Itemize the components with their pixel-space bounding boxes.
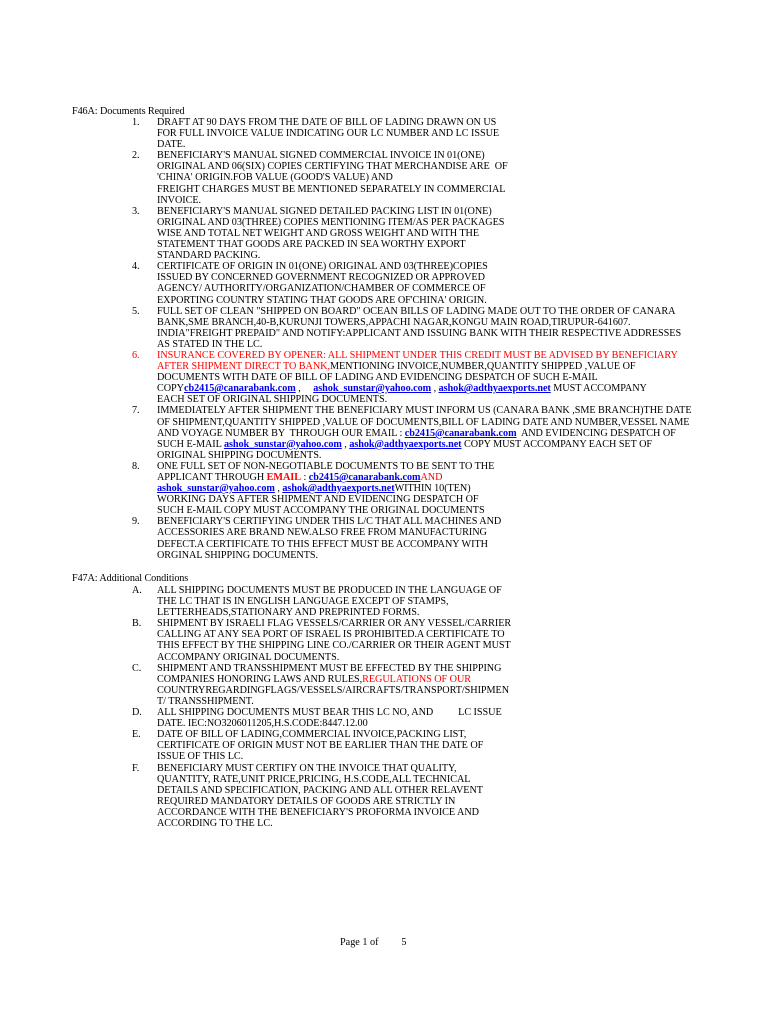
text-segment: ORIGINAL AND 06(SIX) COPIES CERTIFYING THAT MERCHANDISE ARE OF [157, 161, 508, 173]
text-segment: AND EVIDENCING DESPATCH OF [516, 427, 676, 439]
item-line [157, 607, 729, 618]
email-link[interactable]: cb2415@canarabank.com [308, 472, 421, 483]
section-heading-documents-required: F46A: Documents Required [72, 106, 185, 117]
item-line [157, 172, 729, 183]
item-number: 2. [132, 150, 140, 162]
text-segment: STANDARD PACKING. [157, 250, 261, 262]
text-segment: AND VOYAGE NUMBER BY THROUGH OUR EMAIL : [157, 427, 405, 439]
item-line [157, 405, 729, 416]
item-line [157, 707, 729, 718]
item-line [157, 640, 729, 651]
item-line [157, 807, 729, 818]
item-line [157, 150, 729, 161]
list-item [129, 117, 729, 150]
item-line [157, 250, 729, 261]
text-segment: REQUIRED MANDATORY DETAILS OF GOODS ARE STRICTLY IN [157, 795, 456, 807]
item-line [157, 339, 729, 350]
item-line [157, 184, 729, 195]
page-label: Page [340, 937, 363, 948]
list-item [129, 405, 729, 460]
item-line [157, 774, 729, 785]
text-segment: FOR FULL INVOICE VALUE INDICATING OUR LC NUMBER AND LC ISSUE [157, 128, 500, 140]
item-line [157, 450, 729, 461]
text-segment: ORIGINAL SHIPPING DOCUMENTS. [157, 449, 322, 461]
text-segment: SHIPMENT BY ISRAELI FLAG VESSELS/CARRIER OR ANY VESSEL/CARRIER [157, 618, 512, 630]
text-segment: EACH SET OF ORIGINAL SHIPPING DOCUMENTS. [157, 394, 388, 406]
item-line [157, 763, 729, 774]
item-number: 1. [132, 117, 140, 128]
item-line [157, 718, 729, 729]
text-segment: COPY [157, 383, 184, 395]
item-line [157, 505, 729, 516]
page-total: 5 [401, 937, 407, 948]
item-line [157, 206, 729, 217]
item-line [157, 527, 729, 538]
email-link[interactable]: ashok_sunstar@yahoo.com [223, 438, 342, 450]
text-segment: CALLING AT ANY SEA PORT OF ISRAEL IS PROHIBITED.A CERTIFICATE TO [157, 629, 505, 641]
item-line [157, 439, 729, 450]
page-footer [340, 937, 407, 948]
item-number: D. [132, 707, 142, 719]
text-segment: WITHIN 10(TEN) [394, 483, 471, 495]
list-item [129, 350, 729, 405]
text-segment: SUCH E-MAIL [157, 438, 224, 450]
text-segment: ONE FULL SET OF NON-NEGOTIABLE DOCUMENTS TO BE SENT TO THE [157, 460, 495, 472]
text-segment: , [431, 383, 439, 395]
item-line [157, 361, 729, 372]
item-line [157, 494, 729, 505]
item-line [157, 796, 729, 807]
text-segment: ORIGINAL AND 03(THREE) COPIES MENTIONING ITEM/AS PER PACKAGES [157, 216, 505, 228]
text-segment: ORGINAL SHIPPING DOCUMENTS. [157, 549, 318, 561]
text-segment: COMPANIES HONORING LAWS AND RULES, [157, 673, 363, 685]
list-item [129, 663, 729, 707]
email-link[interactable]: ashok_sunstar@yahoo.com [313, 383, 432, 395]
page-sep: of [367, 937, 379, 948]
item-line [157, 128, 729, 139]
text-segment: WORKING DAYS AFTER SHIPMENT AND EVIDENCING DESPATCH OF [157, 494, 479, 506]
email-link[interactable]: ashok@adthyaexports.net [282, 483, 395, 495]
item-line [157, 596, 729, 607]
text-segment: STATEMENT THAT GOODS ARE PACKED IN SEA WORTHY EXPORT [157, 239, 466, 251]
item-line [157, 383, 729, 394]
documents-required-list [129, 117, 729, 561]
text-segment: CERTIFICATE OF ORIGIN IN 01(ONE) ORIGINAL AND 03(THREE)COPIES [157, 261, 488, 273]
email-link[interactable]: cb2415@canarabank.com [404, 427, 517, 439]
item-number: 5. [132, 305, 140, 317]
text-segment: ACCORDANCE WITH THE BENEFICIARY'S PROFORMA INVOICE AND [157, 806, 479, 818]
page-current: 1 [362, 937, 368, 948]
item-line [157, 350, 729, 361]
item-line [157, 472, 729, 483]
text-segment: COUNTRYREGARDINGFLAGS/VESSELS/AIRCRAFTS/TRANSPORT/SHIPMEN [157, 684, 510, 696]
item-line [157, 751, 729, 762]
list-item [129, 206, 729, 261]
text-segment: EXPORTING COUNTRY STATING THAT GOODS ARE OF'CHINA' ORIGIN. [157, 294, 487, 306]
item-line [157, 696, 729, 707]
item-line [157, 461, 729, 472]
email-link[interactable]: ashok_sunstar@yahoo.com [157, 483, 275, 495]
item-line [157, 618, 729, 629]
text-segment: DETAILS AND SPECIFICATION, PACKING AND ALL OTHER RELAVENT [157, 784, 483, 796]
text-segment: MUST ACCOMPANY [550, 383, 647, 395]
text-segment: MENTIONING INVOICE,NUMBER,QUANTITY SHIPPED ,VALUE OF [329, 361, 636, 373]
text-segment: COPY MUST ACCOMPANY EACH SET OF [461, 438, 653, 450]
text-segment: ISSUED BY CONCERNED GOVERNMENT RECOGNIZED OR APPROVED [157, 272, 485, 284]
text-segment: REGULATIONS OF OUR [362, 673, 472, 685]
text-segment: , [341, 438, 350, 450]
text-segment: EMAIL [266, 472, 301, 483]
item-line [157, 550, 729, 561]
item-line [157, 663, 729, 674]
item-line [157, 785, 729, 796]
item-line [157, 117, 729, 128]
item-line [157, 272, 729, 283]
text-segment: ALL SHIPPING DOCUMENTS MUST BE PRODUCED IN THE LANGUAGE OF [157, 585, 502, 596]
text-segment: INSURANCE COVERED BY OPENER: ALL SHIPMENT UNDER THIS CREDIT MUST BE ADVISED BY BENEFICIARY [157, 349, 678, 361]
item-line [157, 674, 729, 685]
text-segment: ACCORDING TO THE LC. [157, 817, 273, 829]
item-line [157, 217, 729, 228]
item-line [157, 239, 729, 250]
list-item [129, 585, 729, 618]
list-item [129, 618, 729, 662]
text-segment: DATE. [157, 139, 186, 151]
list-item [129, 306, 729, 350]
item-line [157, 729, 729, 740]
item-line [157, 740, 729, 751]
text-segment: INDIA"FREIGHT PREPAID" AND NOTIFY:APPLICANT AND ISSUING BANK WITH THEIR RESPECTIVE ADDRESSES [157, 327, 682, 339]
text-segment: ACCOMPANY ORIGINAL DOCUMENTS. [157, 651, 340, 663]
email-link[interactable]: cb2415@canarabank.com [183, 383, 296, 395]
section-heading-additional-conditions: F47A: Additional Conditions [72, 573, 189, 584]
item-line [157, 652, 729, 663]
email-link[interactable]: ashok@adthyaexports.net [349, 438, 462, 450]
text-segment: T/ TRANSSHIPMENT. [157, 695, 254, 707]
text-segment: BENEFICIARY'S CERTIFYING UNDER THIS L/C THAT ALL MACHINES AND [157, 516, 502, 528]
text-segment: ISSUE OF THIS LC. [157, 751, 244, 763]
additional-conditions-list [129, 585, 729, 829]
text-segment: DEFECT.A CERTIFICATE TO THIS EFFECT MUST BE ACCOMPANY WITH [157, 538, 488, 550]
item-number: C. [132, 662, 142, 674]
list-item [129, 516, 729, 560]
item-number: 6. [132, 349, 140, 361]
text-segment: QUANTITY, RATE,UNIT PRICE,PRICING, H.S.CODE,ALL TECHNICAL [157, 773, 471, 785]
item-line [157, 295, 729, 306]
item-line [157, 317, 729, 328]
item-line [157, 306, 729, 317]
item-line [157, 372, 729, 383]
item-line [157, 228, 729, 239]
text-segment: THE LC THAT IS IN ENGLISH LANGUAGE EXCEPT OF STAMPS, [157, 596, 449, 608]
text-segment: BENEFICIARY'S MANUAL SIGNED DETAILED PACKING LIST IN 01(ONE) [157, 205, 492, 217]
item-line [157, 139, 729, 150]
item-line [157, 483, 729, 494]
text-segment: , [274, 483, 283, 495]
item-line [157, 685, 729, 696]
item-number: 8. [132, 460, 140, 472]
text-segment: FULL SET OF CLEAN "SHIPPED ON BOARD" OCEAN BILLS OF LADING MADE OUT TO THE ORDER OF CANARA [157, 305, 676, 317]
text-segment: APPLICANT THROUGH [157, 472, 267, 483]
text-segment: , [295, 383, 314, 395]
text-segment: AFTER SHIPMENT DIRECT TO BANK, [157, 361, 330, 373]
text-segment: SUCH E-MAIL COPY MUST ACCOMPANY THE ORIGINAL DOCUMENTS [157, 505, 485, 517]
text-segment: ALL SHIPPING DOCUMENTS MUST BEAR THIS LC NO, AND LC ISSUE [157, 707, 502, 719]
text-segment: AND [420, 472, 443, 483]
item-line [157, 283, 729, 294]
text-segment: CERTIFICATE OF ORIGIN MUST NOT BE EARLIER THAN THE DATE OF [157, 740, 484, 752]
text-segment: WISE AND TOTAL NET WEIGHT AND GROSS WEIGHT AND WITH THE [157, 227, 480, 239]
item-number: F. [132, 762, 140, 774]
text-segment: : [300, 472, 309, 483]
item-number: E. [132, 729, 141, 741]
text-segment: IMMEDIATELY AFTER SHIPMENT THE BENEFICIARY MUST INFORM US (CANARA BANK ,SME BRANCH)THE DATE [157, 405, 692, 417]
item-line [157, 161, 729, 172]
list-item [129, 461, 729, 516]
list-item [129, 763, 729, 830]
item-number: B. [132, 618, 142, 630]
text-segment: AGENCY/ AUTHORITY/ORGANIZATION/CHAMBER OF COMMERCE OF [157, 283, 486, 295]
list-item [129, 707, 729, 729]
text-segment: AS STATED IN THE LC. [157, 338, 263, 350]
item-number: 7. [132, 405, 140, 417]
text-segment: FREIGHT CHARGES MUST BE MENTIONED SEPARATELY IN COMMERCIAL [157, 183, 506, 195]
text-segment: LETTERHEADS,STATIONARY AND PREPRINTED FORMS. [157, 607, 420, 619]
item-number: A. [132, 585, 142, 596]
text-segment: BENEFICIARY MUST CERTIFY ON THE INVOICE THAT QUALITY, [157, 762, 457, 774]
item-line [157, 195, 729, 206]
list-item [129, 261, 729, 305]
text-segment: OF SHIPMENT,QUANTITY SHIPPED ,VALUE OF DOCUMENTS,BILL OF LADING DATE AND NUMBER,VESSEL NAME [157, 416, 690, 428]
text-segment: BENEFICIARY'S MANUAL SIGNED COMMERCIAL INVOICE IN 01(ONE) [157, 150, 485, 162]
text-segment: BANK,SME BRANCH,40-B,KURUNJI TOWERS,APPACHI NAGAR,KONGU MAIN ROAD,TIRUPUR-641607. [157, 316, 631, 328]
list-item [129, 729, 729, 762]
text-segment: DOCUMENTS WITH DATE OF BILL OF LADING AND EVIDENCING DESPATCH OF SUCH E-MAIL [157, 372, 598, 384]
text-segment: DATE OF BILL OF LADING,COMMERCIAL INVOICE,PACKING LIST, [157, 729, 467, 741]
item-number: 3. [132, 205, 140, 217]
text-segment: ACCESSORIES ARE BRAND NEW.ALSO FREE FROM MANUFACTURING [157, 527, 487, 539]
item-line [157, 261, 729, 272]
item-line [157, 539, 729, 550]
text-segment: 'CHINA' ORIGIN.FOB VALUE (GOOD'S VALUE) AND [157, 172, 393, 184]
text-segment: DRAFT AT 90 DAYS FROM THE DATE OF BILL OF LADING DRAWN ON US [157, 117, 497, 128]
email-link[interactable]: ashok@adthyaexports.net [438, 383, 551, 395]
item-line [157, 394, 729, 405]
list-item [129, 150, 729, 205]
item-number: 9. [132, 516, 140, 528]
text-segment: THIS EFFECT BY THE SHIPPING LINE CO./CARRIER OR THEIR AGENT MUST [157, 640, 511, 652]
text-segment: INVOICE. [157, 194, 202, 206]
item-line [157, 417, 729, 428]
item-line [157, 629, 729, 640]
item-line [157, 585, 729, 596]
text-segment: SHIPMENT AND TRANSSHIPMENT MUST BE EFFECTED BY THE SHIPPING [157, 662, 502, 674]
item-line [157, 818, 729, 829]
item-line [157, 328, 729, 339]
text-segment: DATE. IEC:NO3206011205,H.S.CODE:8447.12.00 [157, 718, 368, 730]
item-line [157, 428, 729, 439]
item-line [157, 516, 729, 527]
item-number: 4. [132, 261, 140, 273]
